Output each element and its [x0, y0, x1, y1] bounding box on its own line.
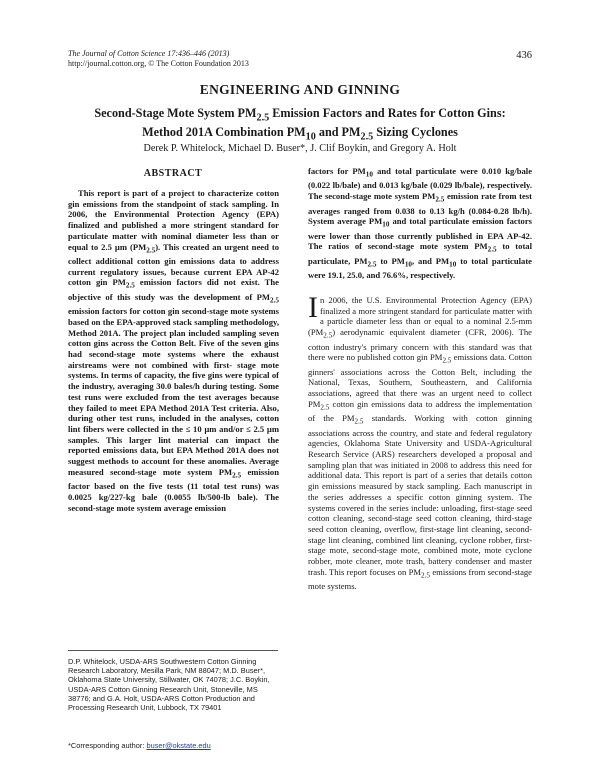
section-heading: ENGINEERING AND GINNING: [199, 82, 401, 97]
author-list: Derek P. Whitelock, Michael D. Buser*, J. Clif Boykin, and Gregory A. Holt: [143, 143, 457, 154]
footnote-divider: [68, 650, 278, 651]
running-header: [68, 49, 249, 69]
introduction-text: In 2006, the U.S. Environmental Protection Agency (EPA) finalized a more stringent standard for particulate matter with a particle diameter less than or equal to a nominal 2.5-mm $(PM_{2.5})$ aerodynamic equivalent diameter (CFR, 2006). The cotton industry's primary concern with this standard was that there were no published cotton gin $PM_{2.5}$ emissions data. Cotton ginners' associations across the Cotton Belt, including the National, Texas, Southern, Southeastern, and California associations, agreed that there was an urgent need to collect $PM_{2.5}$ cotton gin emissions data to address the implementation of the $PM_{2.5}$ standards. Working with cotton ginning associations across the country, and state and federal regulatory agencies, Oklahoma State University and USDA-Agricultural Research Service (ARS) researchers developed a proposal and sampling plan that was initiated in 2008 to address this need for additional data. This report is part of a series that details cotton gin emissions measured by stack sampling. Each manuscript in the series addresses a specific cotton ginning system. The systems covered in the series include: unloading, first-stage seed cotton cleaning, second-stage seed cotton cleaning, third-stage seed cotton cleaning, overflow, first-stage lint cleaning, second-stage lint cleaning, combined lint cleaning, cyclone robber, first-stage mote, second-stage mote, combined mote, mote cyclone robber, mote cleaner, mote trash, battery condenser and master trash. This report focuses on $PM_{2.5}$ emissions from second-stage mote systems.: [308, 291, 532, 592]
abstract-text-right: factors for $PM_{10}$ and total particulate were 0.010 kg/bale (0.022 lb/bale) and 0.013 kg/bale (0.029 lb/bale), respectively. The second-stage mote system $PM_{2.5}$ emission rate from test averages ranged from 0.038 to 0.13 kg/h (0.084-0.28 lb/h). System average $PM_{10}$ and total particulate emission factors were lower than those currently published in EPA AP-42. The ratios of second-stage mote system $PM_{2.5}$ to total particulate, $PM_{2.5}$ to $PM_{10}$, and $PM_{10}$ to total particulate were 19.1, 25.0, and 76.6%, respectively.: [308, 166, 533, 281]
corresponding-author: *Corresponding author: buser@okstate.edu: [68, 741, 211, 750]
email-link[interactable]: buser@okstate.edu: [146, 741, 211, 750]
drop-cap: I: [308, 291, 318, 324]
paper-title: Second-Stage Mote System $PM_{2.5}$ Emission Factors and Rates for Cotton Gins: Method 201A Combination $PM_{10}$ and $PM_{2.5}$ Sizing Cyclones: [94, 106, 506, 143]
author-affiliations: D.P. Whitelock, USDA-ARS Southwestern Cotton Ginning Research Laboratory, Mesilla Park, NM 88047; M.D. Buser*, Oklahoma State University, Stillwater, OK 74078; J.C. Boykin, USDA-ARS Cotton Ginning Research Unit, Stoneville, MS 38776; and G.A. Holt, USDA-ARS Cotton Production and Processing Research Unit, Lubbock, TX 79401: [68, 657, 270, 713]
page-number: 436: [516, 50, 532, 61]
journal-citation: The Journal of Cotton Science 17:436–446 (2013): [68, 49, 230, 58]
abstract-heading: ABSTRACT: [143, 168, 203, 179]
abstract-text-left: This report is part of a project to characterize cotton gin emissions from the standpoint of stack sampling. In 2006, the Environmental Protection Agency (EPA) finalized and published a more stringent standard for particulate matter with nominal diameter less than or equal to 2.5 µm $(PM_{2.5})$. This created an urgent need to collect additional cotton gin emissions data to address current regulatory issues, because current EPA AP-42 cotton gin $PM_{2.5}$ emission factors did not exist. The objective of this study was the development of $PM_{2.5}$ emission factors for cotton gin second-stage mote systems based on the EPA-approved stack sampling methodology, Method 201A. The project plan included sampling seven cotton gins across the Cotton Belt. Five of the seven gins had second-stage mote systems where the exhaust airstreams were not combined with first- stage mote systems. In terms of capacity, the five gins were typical of the industry, averaging 30.0 bales/h during testing. Some test runs were excluded from the test averages because they failed to meet EPA Method 201A Test criteria. Also, during other test runs, included in the analyses, cotton lint fibers were collected in the ≤ 10 µm and/or ≤ 2.5 µm samples. This larger lint material can impact the reported emissions data, but EPA Method 201A does not suggest methods to account for these anomalies. Average measured second-stage mote system $PM_{2.5}$ emission factor based on the five tests (11 total test runs) was 0.0025 kg/227-kg bale (0.0055 lb/500-lb bale). The second-stage mote system average emission: [68, 188, 279, 513]
journal-url: http://journal.cotton.org, © The Cotton Foundation 2013: [68, 59, 249, 68]
